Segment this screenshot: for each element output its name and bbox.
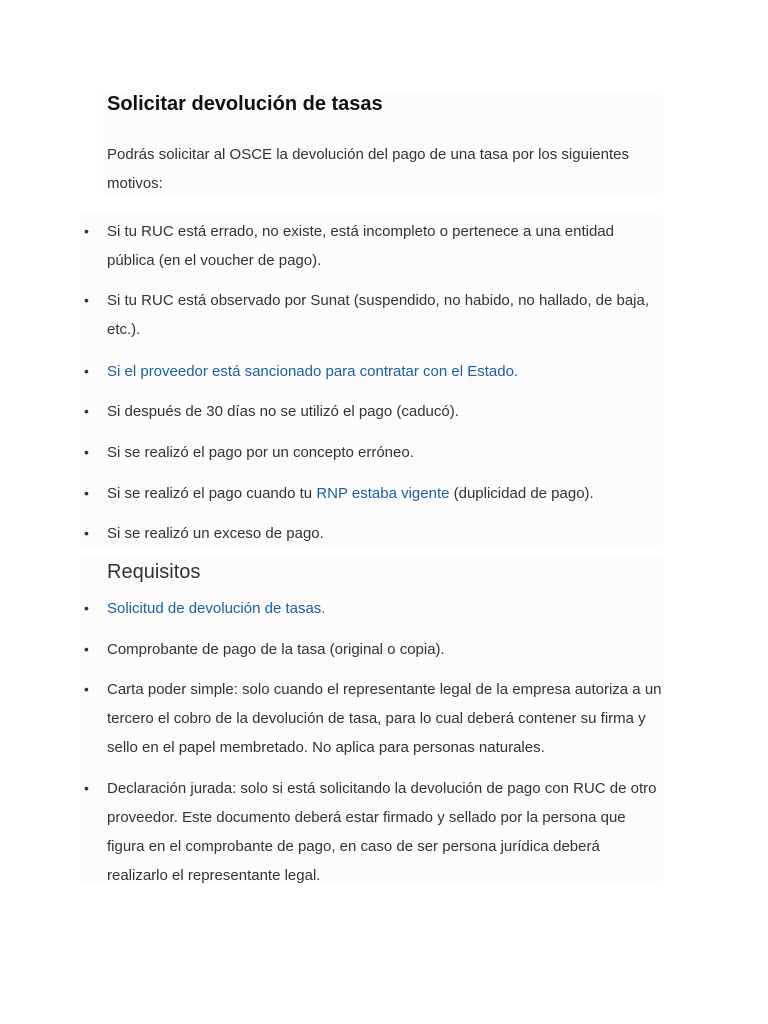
- list-item[interactable]: [107, 357, 663, 386]
- requisitos-heading: Requisitos: [107, 561, 201, 583]
- list-item: • Declaración jurada: solo si está solicitando la devolución de pago con RUC de otro proveedor. Este documento deberá estar firmado y sellado por la persona que figura en el comprobante de pago, en caso de ser persona jurídica deberá realizarlo el representante legal.: [107, 774, 663, 890]
- page-title: Solicitar devolución de tasas: [107, 93, 383, 115]
- list-item[interactable]: [107, 594, 663, 623]
- sancionado-link[interactable]: Si el proveedor está sancionado para contratar con el Estado.: [107, 363, 519, 380]
- list-item: • Si tu RUC está observado por Sunat (suspendido, no habido, no hallado, de baja, etc.).: [107, 286, 663, 344]
- solicitud-devolucion-link[interactable]: Solicitud de devolución de tasas.: [107, 600, 326, 617]
- list-item: • Carta poder simple: solo cuando el representante legal de la empresa autoriza a un tercero el cobro de la devolución de tasa, para lo cual deberá contener su firma y sello en el papel membretado. No aplica para personas naturales.: [107, 675, 663, 762]
- intro-paragraph: Podrás solicitar al OSCE la devolución del pago de una tasa por los siguientes motivos:: [107, 146, 629, 192]
- list-item: • Si tu RUC está errado, no existe, está incompleto o pertenece a una entidad pública (en el voucher de pago).: [107, 217, 663, 275]
- rnp-vigente-link[interactable]: RNP estaba vigente: [316, 485, 450, 502]
- list-item-text: Si se realizó el pago cuando tu: [107, 485, 317, 502]
- list-item: • Si después de 30 días no se utilizó el pago (caducó).: [107, 397, 663, 426]
- list-item: • Si se realizó el pago por un concepto erróneo.: [107, 438, 663, 467]
- list-item: • Si se realizó un exceso de pago.: [107, 519, 663, 548]
- list-item: [107, 479, 663, 508]
- list-item-text: (duplicidad de pago).: [449, 485, 594, 502]
- list-item: • Comprobante de pago de la tasa (original o copia).: [107, 635, 663, 664]
